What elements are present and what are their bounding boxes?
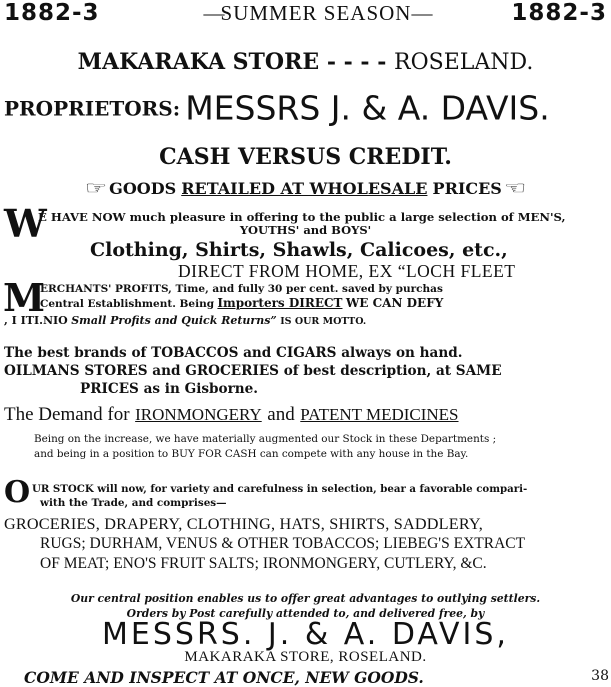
store-name: MAKARAKA STORE (77, 49, 320, 75)
para1-line3: Clothing, Shirts, Shawls, Calicoes, etc., (90, 239, 508, 261)
drop-cap-m: M (3, 275, 46, 320)
brands-line3: PRICES as in Gisborne. (80, 381, 259, 397)
brands-line1: The best brands of TOBACCOS and CIGARS always on hand. (4, 345, 463, 361)
stock-line4: RUGS; DURHAM, VENUS & OTHER TOBACCOS; LIEBEG'S EXTRACT (40, 535, 526, 552)
season-title: —SUMMER SEASON— (203, 1, 429, 25)
cash-line: CASH VERSUS CREDIT. (159, 144, 452, 170)
store-line (4, 48, 607, 77)
para2-line1: ERCHANTS' PROFITS, Time, and fully 30 per cent. saved by purchas (40, 283, 443, 295)
demand-line2: Being on the increase, we have materially augmented our Stock in these Departments ; (34, 433, 497, 445)
drop-cap-w: W (4, 201, 47, 246)
pointing-hand-left-icon: ☜ (503, 178, 527, 199)
patent-medicines-heading: PATENT MEDICINES (300, 405, 459, 424)
stock-line5: OF MEAT; ENO'S FRUIT SALTS; IRONMONGERY, CUTLERY, &C. (40, 555, 487, 572)
goods-emph: RETAILED AT WHOLESALE (181, 179, 428, 198)
stock-line1: UR STOCK will now, for variety and carefulness in selection, bear a favorable compari- (32, 483, 528, 495)
drop-cap-o: O (4, 475, 31, 510)
come-and-inspect-line: COME AND INSPECT AT ONCE, NEW GOODS. (24, 668, 424, 687)
season-header (4, 0, 607, 26)
orders-line: Orders by Post carefully attended to, and delivered free, by (126, 607, 485, 620)
para2-line3: , I ITI.NIO Small Profits and Quick Returns” IS OUR MOTTO. (4, 314, 367, 327)
store-place: ROSELAND. (394, 50, 534, 75)
store-line-footer: MAKARAKA STORE, ROSELAND. (184, 649, 427, 665)
para1-line1: E HAVE NOW much pleasure in offering to the public a large selection of MEN'S, (38, 210, 566, 224)
store-dashes: - - - - (326, 49, 387, 75)
demand-line: The Demand for IRONMONGERY and PATENT MEDICINES (4, 404, 459, 425)
goods-suffix: PRICES (432, 179, 502, 198)
stock-line3: GROCERIES, DRAPERY, CLOTHING, HATS, SHIRTS, SADDLERY, (4, 515, 483, 533)
year-left: 1882-3 (4, 0, 100, 26)
demand-line3: and being in a position to BUY FOR CASH can compete with any house in the Bay. (34, 448, 469, 460)
proprietors-label: PROPRIETORS: (4, 96, 181, 121)
page-number: 38 (591, 668, 609, 684)
ironmongery-heading: IRONMONGERY (135, 405, 262, 424)
stock-line2: with the Trade, and comprises— (40, 497, 227, 509)
proprietors-names: MESSRS J. & A. DAVIS. (185, 88, 550, 128)
central-position-line: Our central position enables us to offer great advantages to outlying settlers. (70, 592, 541, 605)
goods-prefix: GOODS (109, 179, 177, 198)
goods-line (4, 176, 607, 202)
big-name-line: MESSRS. J. & A. DAVIS, (102, 617, 509, 652)
pointing-hand-right-icon: ☞ (84, 178, 108, 199)
proprietors-line (4, 88, 607, 129)
year-right: 1882-3 (511, 0, 607, 26)
para2-line2: Central Establishment. Being Importers DIRECT WE CAN DEFY (40, 296, 444, 310)
para1-line2: YOUTHS' and BOYS' (239, 223, 372, 237)
brands-line2: OILMANS STORES and GROCERIES of best description, at SAME (4, 363, 502, 379)
para1-line4: DIRECT FROM HOME, EX “LOCH FLEET (178, 261, 516, 281)
